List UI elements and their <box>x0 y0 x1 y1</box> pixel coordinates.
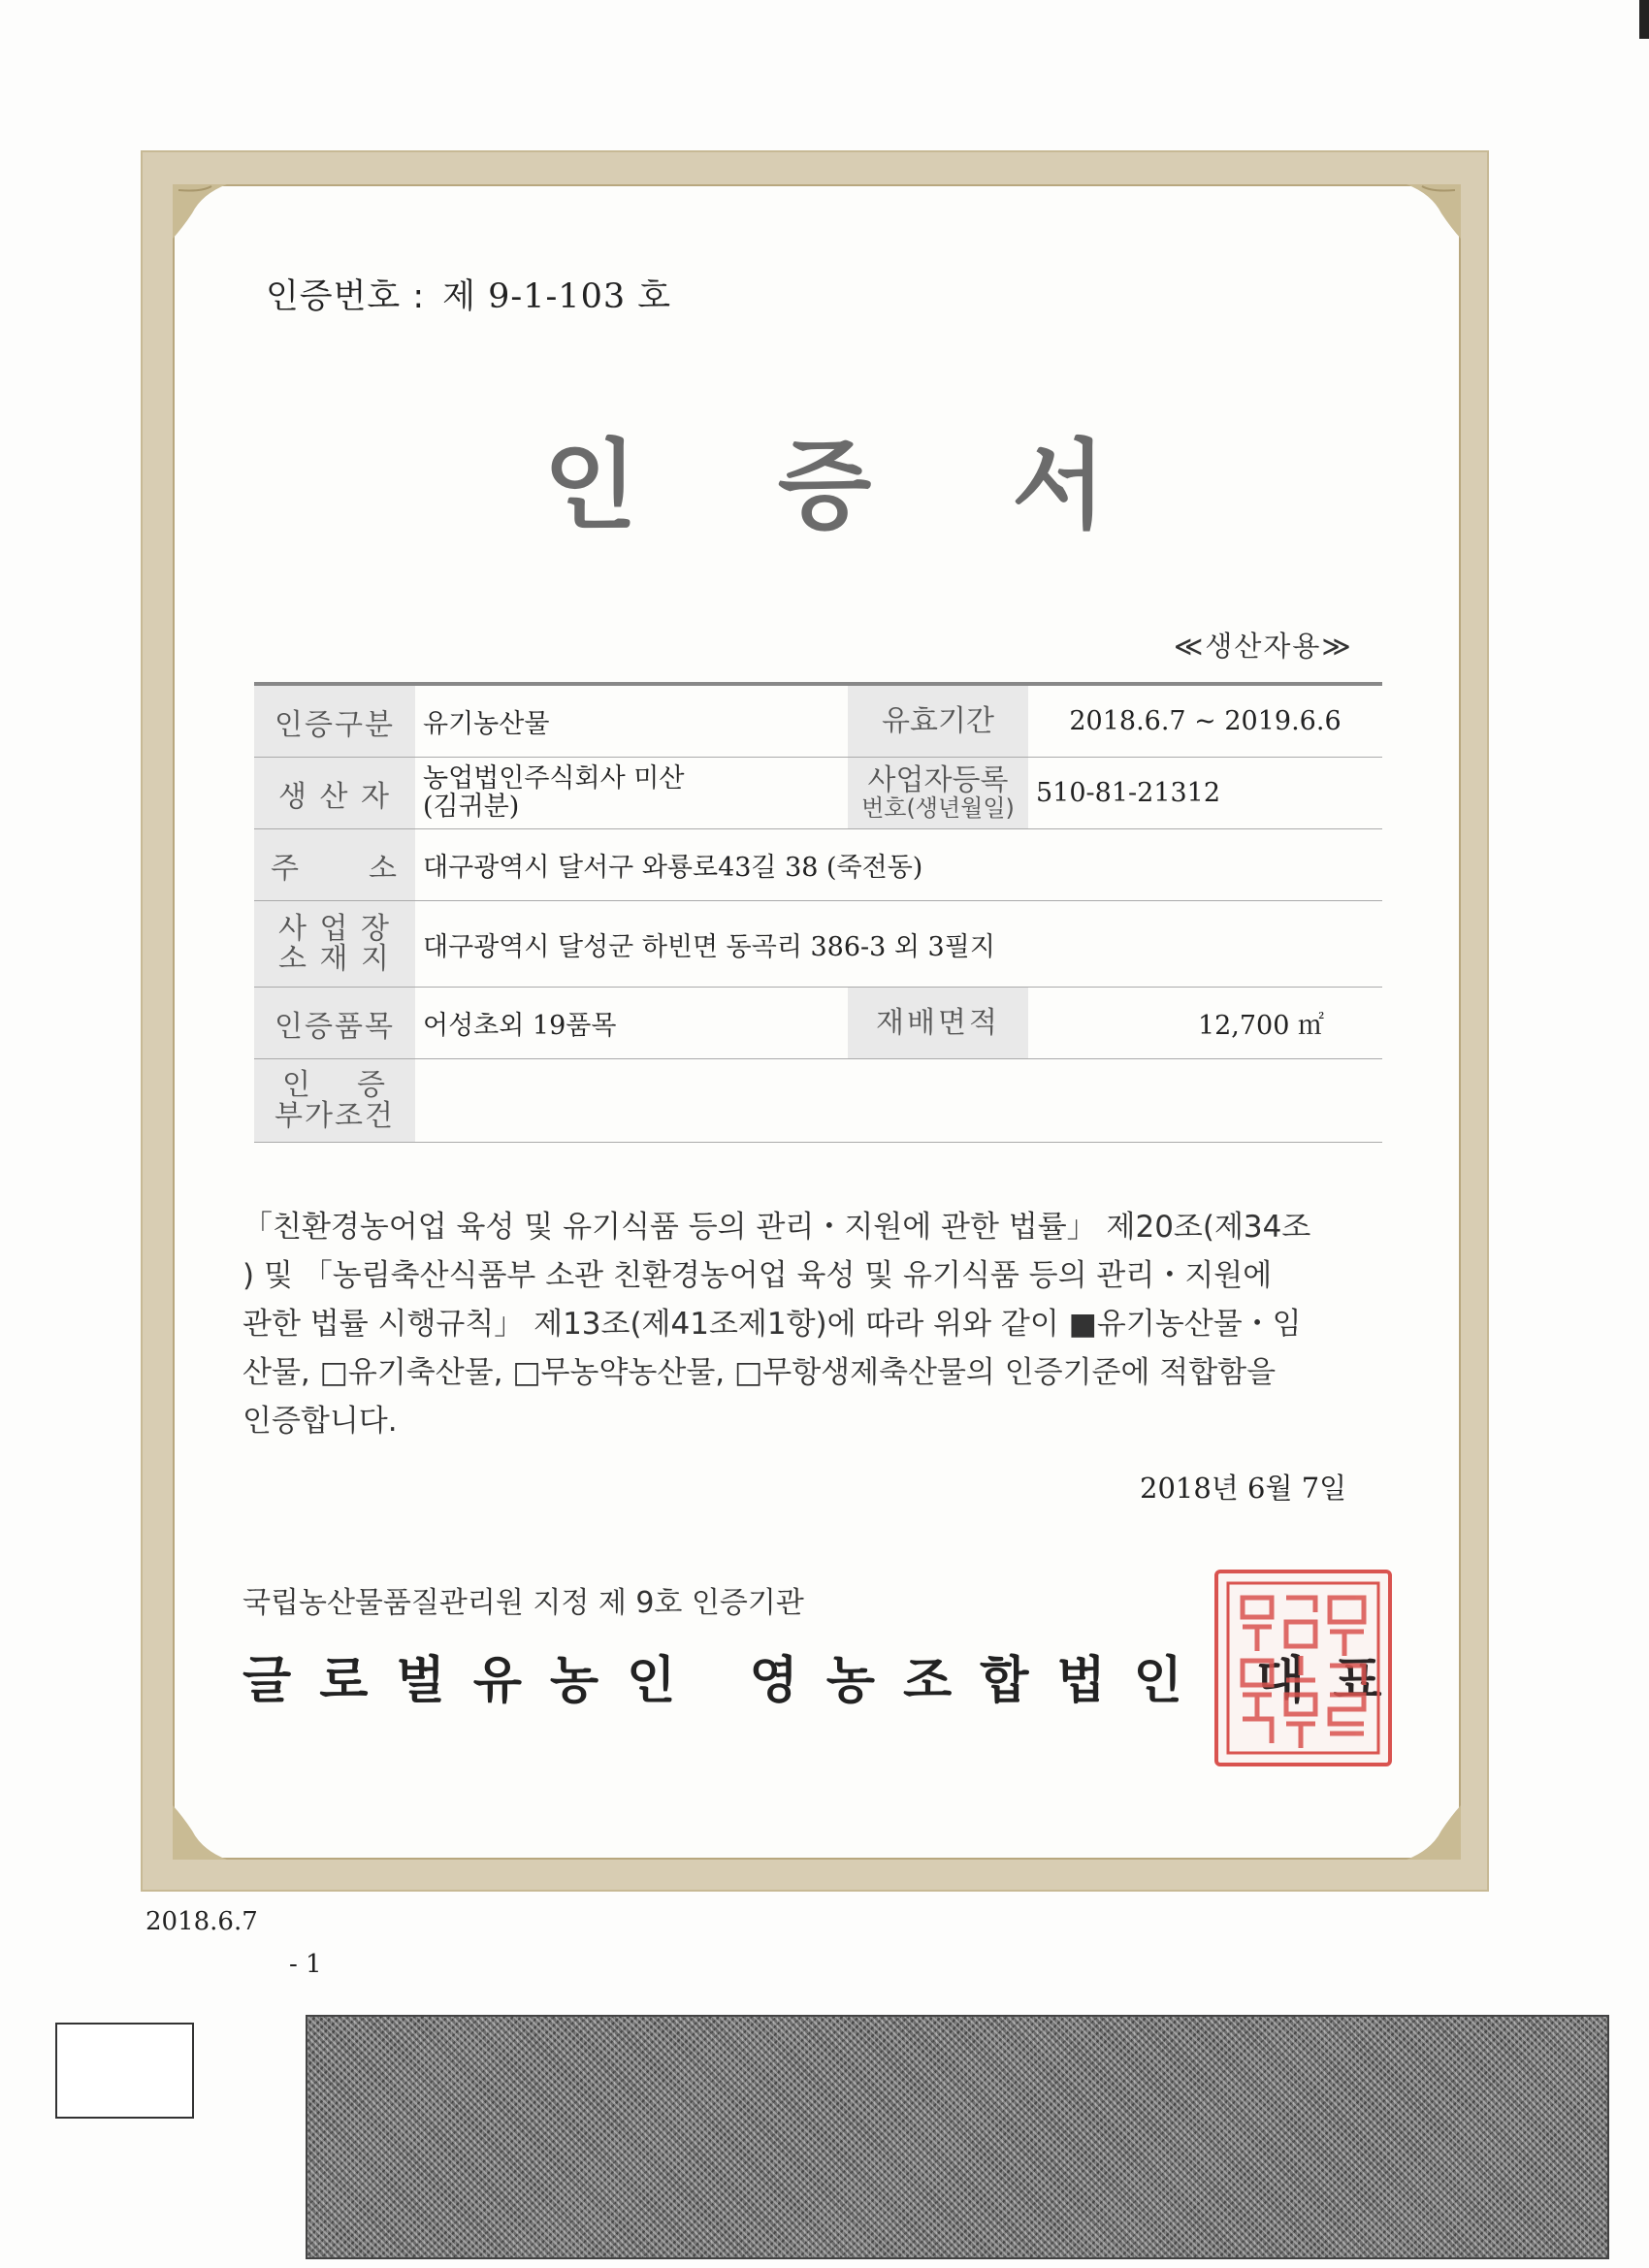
bizreg-label <box>848 758 1028 829</box>
issuer-designation: 국립농산물품질관리원 지정 제 9호 인증기관 <box>242 1586 804 1620</box>
certificate-number-value: 제 9-1-103 호 <box>442 277 672 316</box>
bizreg-label-line2: 번호(생년월일) <box>861 794 1015 822</box>
category-label: 인증구분 <box>254 684 415 758</box>
table-row <box>254 901 1382 988</box>
corner-ornament-icon <box>173 1805 227 1860</box>
page-number: - 1 <box>289 1950 322 1979</box>
statement-line: 산물, □유기축산물, □무농약농산물, □무항생제축산물의 인증기준에 적합함을 <box>242 1355 1277 1390</box>
issuer-name: 글로벌유농인 영농조합법인 대표 <box>242 1652 1410 1710</box>
conditions-label-line2: 부가조건 <box>275 1098 395 1133</box>
area-label: 재배면적 <box>848 988 1028 1059</box>
bizreg-label-line1: 사업자등록 <box>867 763 1009 798</box>
blank-box <box>55 2023 194 2119</box>
site-label-line2: 소 재 지 <box>277 942 391 976</box>
site-value: 대구광역시 달성군 하빈면 동곡리 386-3 외 3필지 <box>415 901 1382 988</box>
certificate-number <box>266 270 671 318</box>
validity-value: 2018.6.7 ~ 2019.6.6 <box>1028 684 1382 758</box>
usage-tag: ≪생산자용≫ <box>1174 630 1353 663</box>
table-row <box>254 988 1382 1059</box>
table-row <box>254 684 1382 758</box>
bizreg-value: 510-81-21312 <box>1028 758 1382 829</box>
producer-label: 생 산 자 <box>254 758 415 829</box>
producer-name: 농업법인주식회사 미산 <box>423 763 685 794</box>
issue-date: 2018년 6월 7일 <box>1140 1472 1347 1505</box>
footer-date: 2018.6.7 <box>146 1907 258 1936</box>
items-label: 인증품목 <box>254 988 415 1059</box>
table-row <box>254 1059 1382 1143</box>
items-value: 어성초외 19품목 <box>415 988 848 1059</box>
address-label-a: 주 <box>271 851 301 886</box>
address-value: 대구광역시 달서구 와룡로43길 38 (죽전동) <box>415 829 1382 901</box>
seal-icon <box>1218 1573 1388 1763</box>
conditions-value <box>415 1059 1382 1143</box>
address-label-b: 소 <box>369 851 399 886</box>
table-row <box>254 829 1382 901</box>
corner-ornament-icon <box>1406 184 1461 239</box>
statement-line: 관한 법률 시행규칙」 제13조(제41조제1항)에 따라 위와 같이 ■유기농산물・임 <box>242 1307 1302 1342</box>
statement-line: 인증합니다. <box>242 1404 398 1439</box>
certification-statement <box>242 1203 1387 1445</box>
official-seal-stamp <box>1214 1570 1392 1766</box>
corner-ornament-icon <box>173 184 227 239</box>
site-label <box>254 901 415 988</box>
validity-label: 유효기간 <box>848 684 1028 758</box>
scan-edge-mark <box>1639 0 1649 39</box>
producer-value <box>415 758 848 829</box>
conditions-label <box>254 1059 415 1143</box>
redacted-area <box>306 2015 1609 2259</box>
statement-line: ) 및 「농림축산식품부 소관 친환경농어업 육성 및 유기식품 등의 관리・지원에 <box>242 1258 1273 1293</box>
certificate-info-table <box>254 682 1382 1143</box>
area-value: 12,700 ㎡ <box>1028 988 1382 1059</box>
conditions-label-line1: 인 증 <box>281 1068 388 1102</box>
statement-line: 「친환경농어업 육성 및 유기식품 등의 관리・지원에 관한 법률」 제20조(제34조 <box>242 1210 1311 1245</box>
address-label <box>254 829 415 901</box>
producer-rep: (김귀분) <box>423 791 520 822</box>
site-label-line1: 사 업 장 <box>277 911 391 946</box>
table-row <box>254 758 1382 829</box>
certificate-number-label: 인증번호 : <box>266 277 426 316</box>
category-value: 유기농산물 <box>415 684 848 758</box>
page-title: 인 증 서 <box>543 429 1159 542</box>
corner-ornament-icon <box>1406 1805 1461 1860</box>
